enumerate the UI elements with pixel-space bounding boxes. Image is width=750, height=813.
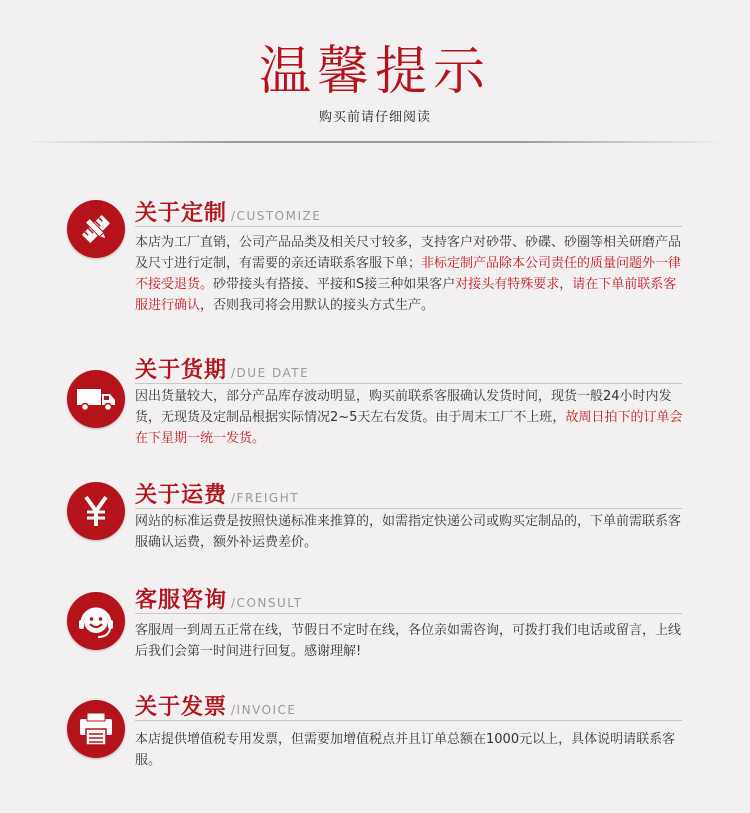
yen-icon xyxy=(67,482,125,540)
body-text-highlight: 非标定制产品除本公司责任的质量问题外一律不接受退货。 xyxy=(135,256,682,292)
body-text: 本店提供增值税专用发票，但需要加增值税点并且订单总额在1000元以上，具体说明请联系客服。 xyxy=(135,732,676,768)
section-rule xyxy=(135,226,682,227)
section-rule xyxy=(135,383,682,384)
section-heading xyxy=(135,583,303,613)
section-title-en: /CUSTOMIZE xyxy=(231,209,322,223)
section-title: 关于定制 xyxy=(135,201,228,226)
header-divider xyxy=(25,141,725,143)
body-text: 本店为工厂直销，公司产品品类及相关尺寸较多，支持客户对砂带、砂碟、砂圈等相关研磨产品及尺寸进行定制，有需要的亲还请联系客服下单； xyxy=(135,235,682,271)
section-body xyxy=(135,511,685,553)
customer-service-icon xyxy=(67,592,125,650)
body-text: ，否则我司将会用默认的接头方式生产。 xyxy=(200,298,435,313)
section-title: 关于货期 xyxy=(135,358,228,383)
section-body xyxy=(135,729,685,771)
ruler-pencil-icon xyxy=(67,200,125,258)
section-title-en: /CONSULT xyxy=(231,596,303,610)
body-text: 因出货量较大，部分产品库存波动明显，购买前联系客服确认发货时间，现货一般24小时内发货，无现货及定制品根据实际情况2~5天左右发货。由于周末工厂不上班， xyxy=(135,389,672,425)
section-body xyxy=(135,620,685,662)
body-text: 客服周一到周五正常在线，节假日不定时在线，各位亲如需咨询，可拨打我们电话或留言，上线后我们会第一时间进行回复。感谢理解! xyxy=(135,623,682,659)
section-body xyxy=(135,232,685,316)
header xyxy=(0,40,750,125)
section-title: 客服咨询 xyxy=(135,588,228,613)
section-heading xyxy=(135,478,299,508)
printer-invoice-icon xyxy=(67,700,125,758)
body-text: 网站的标准运费是按照快递标准来推算的，如需指定快递公司或购买定制品的，下单前需联系客服确认运费，额外补运费差价。 xyxy=(135,514,682,550)
section-heading xyxy=(135,690,297,720)
section-rule xyxy=(135,613,682,614)
body-text-highlight: 故周日拍下的订单会在下星期一统一发货。 xyxy=(135,410,683,446)
section-title: 关于运费 xyxy=(135,483,228,508)
section-rule xyxy=(135,508,682,509)
section-rule xyxy=(135,720,682,721)
section-heading xyxy=(135,196,321,226)
section-heading xyxy=(135,353,309,383)
delivery-truck-icon xyxy=(67,370,125,428)
section-body xyxy=(135,386,685,449)
section-title-en: /DUE DATE xyxy=(231,366,310,380)
section-title-en: /FREIGHT xyxy=(231,491,300,505)
body-text-highlight: 对接头有特殊要求，请在下单前联系客服进行确认 xyxy=(135,277,677,313)
page-subtitle: 购买前请仔细阅读 xyxy=(318,110,431,125)
body-text: 砂带接头有搭接、平接和S接三种如果客户 xyxy=(213,277,456,292)
section-title-en: /INVOICE xyxy=(231,703,297,717)
page-title: 温馨提示 xyxy=(258,42,491,102)
section-title: 关于发票 xyxy=(135,695,228,720)
